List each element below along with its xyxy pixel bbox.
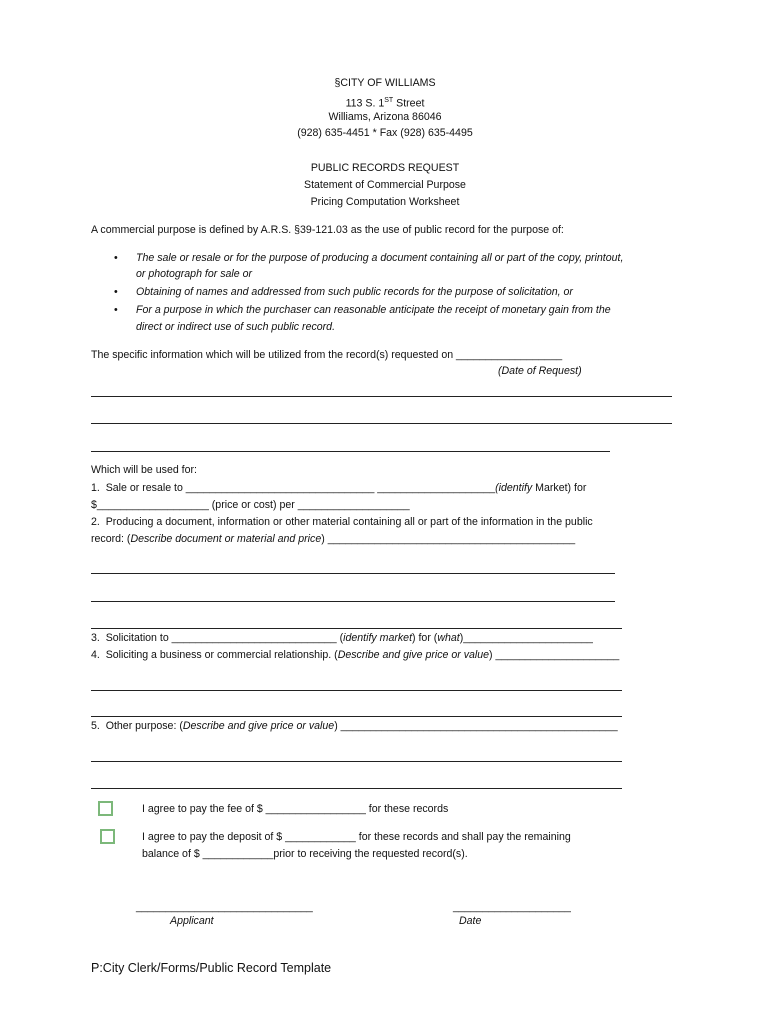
bullet-3-line-2: direct or indirect use of such public record. bbox=[136, 321, 336, 333]
agree-fee-checkbox[interactable] bbox=[98, 801, 113, 816]
use-item-4-blank-2[interactable] bbox=[91, 716, 622, 718]
use-item-4: 4. Soliciting a business or commercial relationship. (Describe and give price or value) _____________________ bbox=[91, 649, 620, 661]
footer-path: P:City Clerk/Forms/Public Record Template bbox=[91, 961, 332, 975]
specific-info-blank-2[interactable] bbox=[91, 423, 672, 425]
date-signature-line[interactable]: ____________________ bbox=[453, 901, 571, 913]
agree-deposit-checkbox[interactable] bbox=[100, 829, 115, 844]
bullet-1-line-1: The sale or resale or for the purpose of producing a document containing all or part of the copy, printout, bbox=[136, 252, 624, 264]
use-item-5: 5. Other purpose: (Describe and give price or value) _______________________________________________ bbox=[91, 720, 618, 732]
use-item-3: 3. Solicitation to ____________________________ (identify market) for (what)______________________ bbox=[91, 632, 593, 644]
uses-heading: Which will be used for: bbox=[91, 464, 197, 476]
agree-deposit-line-1: I agree to pay the deposit of $ ____________ for these records and shall pay the remaining bbox=[142, 831, 571, 843]
use-item-1-line-1: 1. Sale or resale to ________________________________ ____________________(identify Market) for bbox=[91, 482, 587, 494]
header-street: 113 S. 1ST Street bbox=[345, 97, 425, 110]
applicant-label: Applicant bbox=[170, 915, 214, 927]
title-worksheet: Pricing Computation Worksheet bbox=[310, 196, 460, 208]
header-phone: (928) 635-4451 * Fax (928) 635-4495 bbox=[297, 127, 473, 139]
agree-fee-text: I agree to pay the fee of $ _________________ for these records bbox=[142, 803, 449, 815]
title-public-records-request: PUBLIC RECORDS REQUEST bbox=[310, 162, 460, 174]
use-item-1-line-2: $___________________ (price or cost) per ___________________ bbox=[91, 499, 410, 511]
bullet-2-line-1: Obtaining of names and addressed from such public records for the purpose of solicitation, or bbox=[136, 286, 573, 298]
use-item-5-blank-1[interactable] bbox=[91, 761, 622, 763]
bullet-dot: • bbox=[114, 286, 118, 298]
use-item-4-blank-1[interactable] bbox=[91, 690, 622, 692]
intro-definition: A commercial purpose is defined by A.R.S. §39-121.03 as the use of public record for the purpose of: bbox=[91, 224, 564, 236]
date-of-request-label: (Date of Request) bbox=[498, 365, 582, 377]
applicant-signature-line[interactable]: ______________________________ bbox=[136, 901, 313, 913]
bullet-dot: • bbox=[114, 304, 118, 316]
use-item-2-line-1: 2. Producing a document, information or other material containing all or part of the information in the public bbox=[91, 516, 593, 528]
specific-info-text: The specific information which will be utilized from the record(s) requested on __________________ bbox=[91, 349, 563, 361]
use-item-5-blank-2[interactable] bbox=[91, 788, 622, 790]
specific-info-blank-3[interactable] bbox=[91, 451, 610, 453]
bullet-1-line-2: or photograph for sale or bbox=[136, 268, 253, 280]
header-city-state: Williams, Arizona 86046 bbox=[328, 111, 442, 123]
use-item-2-blank-2[interactable] bbox=[91, 601, 615, 603]
date-label: Date bbox=[459, 915, 482, 927]
use-item-2-blank-3[interactable] bbox=[91, 628, 622, 630]
bullet-dot: • bbox=[114, 252, 118, 264]
use-item-2-blank-1[interactable] bbox=[91, 573, 615, 575]
use-item-2-line-2: record: (Describe document or material and price) __________________________________________ bbox=[91, 533, 576, 545]
agree-deposit-line-2: balance of $ ____________prior to receiving the requested record(s). bbox=[142, 848, 468, 860]
title-statement: Statement of Commercial Purpose bbox=[304, 179, 466, 191]
header-city: §CITY OF WILLIAMS bbox=[334, 77, 436, 89]
specific-info-blank-1[interactable] bbox=[91, 396, 672, 398]
bullet-3-line-1: For a purpose in which the purchaser can reasonable anticipate the receipt of monetary gain from the bbox=[136, 304, 611, 316]
